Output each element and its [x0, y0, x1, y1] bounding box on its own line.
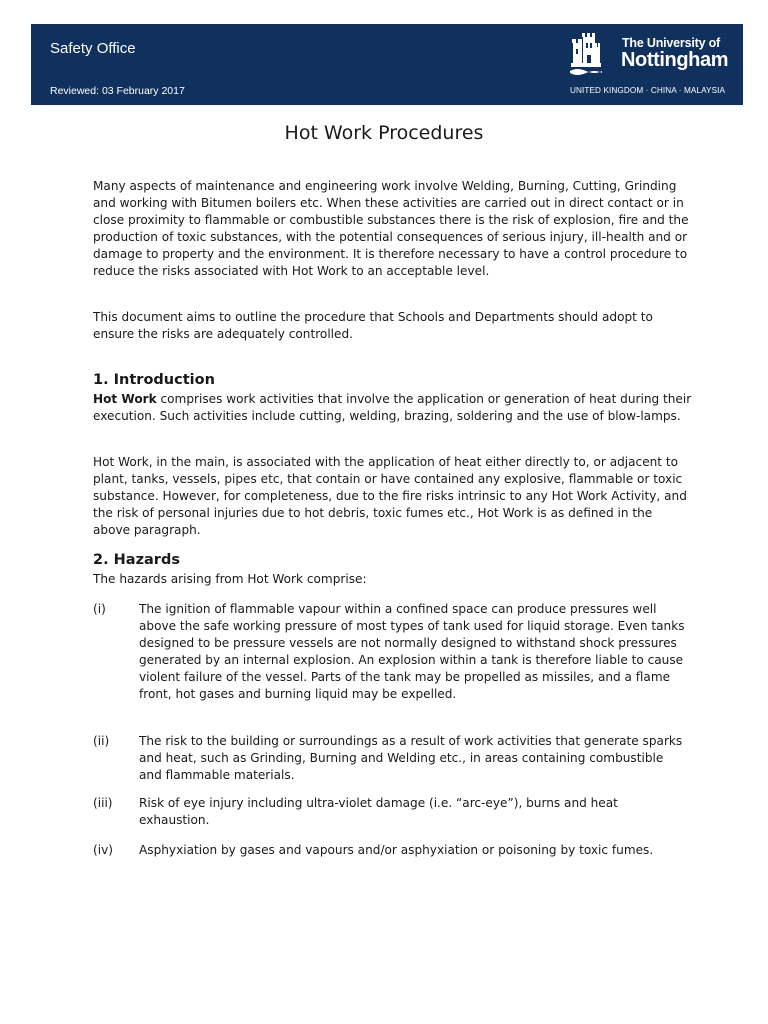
hazard-text: The ignition of flammable vapour within a confined space can produce pressures well above the safe working pressure of most types of tank used for liquid storage. Even tanks designed to be pressure vessels are not normally designed to withstand shock pressures generated by an internal explosion. An explosion within a tank is therefore liable to cause violent failure of the vessel. Parts of the tank may be propelled as missiles, and a flame front, hot gases and burning liquid may be expelled.: [139, 602, 685, 701]
section-heading-hazards: 2. Hazards: [93, 552, 180, 568]
section-heading-introduction: 1. Introduction: [93, 372, 215, 388]
logo-nottingham: Nottingham: [621, 49, 729, 71]
logo-university-of: The University of: [622, 36, 721, 50]
introduction-paragraph-1-text: comprises work activities that involve the application or generation of heat during their execution. Such activities include cutting, welding, brazing, soldering and the use of blow-lamps.: [93, 392, 692, 423]
intro-paragraph-1: Many aspects of maintenance and engineering work involve Welding, Burning, Cutting, Grinding and working with Bitumen boilers etc. When these activities are carried out in direct contact or in close proximity to flammable or combustible substances there is the risk of explosion, fire and the production of toxic substances, with the potential consequences of serious injury, ill-health and or damage to property and the environment. It is therefore necessary to have a control procedure to reduce the risks associated with Hot Work to an acceptable level.: [93, 179, 689, 278]
reviewed-date: Reviewed: 03 February 2017: [50, 85, 185, 97]
hazard-number: (ii): [93, 734, 110, 748]
hot-work-term: Hot Work: [93, 392, 157, 406]
hazards-lead: The hazards arising from Hot Work comprise:: [93, 572, 367, 586]
castle-logo-icon: [568, 31, 604, 77]
logo-campuses: UNITED KINGDOM · CHINA · MALAYSIA: [570, 86, 726, 95]
office-name: Safety Office: [50, 40, 136, 57]
introduction-paragraph-2: Hot Work, in the main, is associated with the application of heat either directly to, or adjacent to plant, tanks, vessels, pipes etc, that contain or have contained any explosive, flammable or toxic substance. However, for completeness, due to the fire risks intrinsic to any Hot Work Activity, and the risk of personal injuries due to hot debris, toxic fumes etc., Hot Work is as defined in the above paragraph.: [93, 455, 687, 537]
document-title: Hot Work Procedures: [284, 122, 484, 144]
hazard-number: (iv): [93, 843, 113, 857]
hazard-text: Risk of eye injury including ultra-violet damage (i.e. “arc-eye”), burns and heat exhaustion.: [139, 796, 618, 827]
introduction-paragraph-1: [93, 391, 693, 425]
hazard-number: (iii): [93, 796, 113, 810]
hazard-text: Asphyxiation by gases and vapours and/or asphyxiation or poisoning by toxic fumes.: [139, 843, 654, 857]
hazard-text: The risk to the building or surroundings as a result of work activities that generate sparks and heat, such as Grinding, Burning and Welding etc., in areas containing combustible and flammable materials.: [139, 734, 683, 782]
header-banner: [31, 24, 743, 105]
hazard-number: (i): [93, 602, 106, 616]
intro-paragraph-2: This document aims to outline the procedure that Schools and Departments should adopt to ensure the risks are adequately controlled.: [93, 310, 653, 341]
